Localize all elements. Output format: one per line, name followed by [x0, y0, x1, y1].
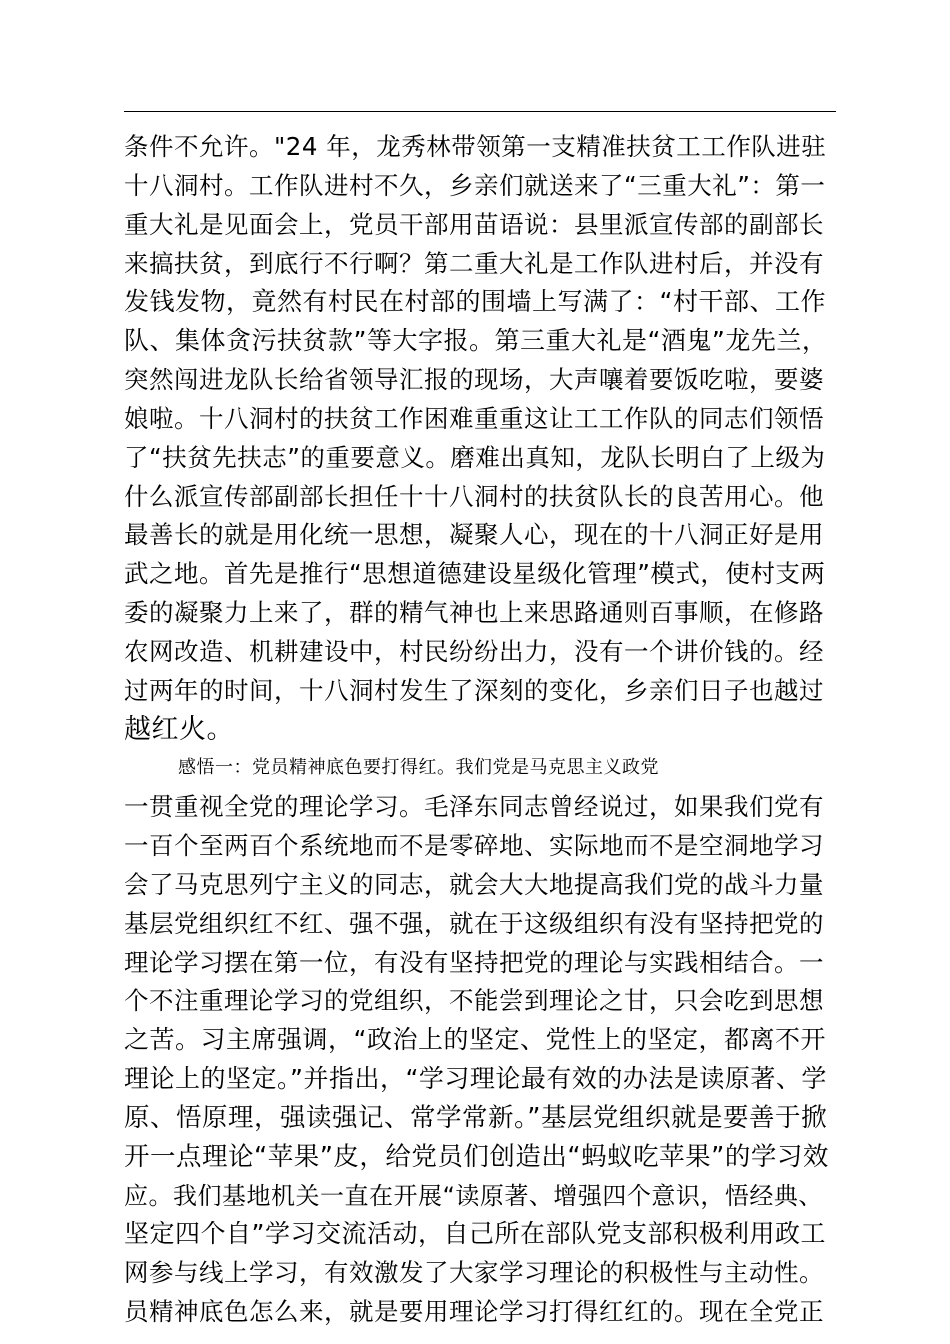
paragraph-2-line: 原、悟原理，强读强记、常学常新。”基层党组织就是要善于掀	[124, 1102, 827, 1133]
paragraph-1-line: 娘啦。十八洞村的扶贫工作困难重重这让工工作队的同志们领悟	[124, 403, 824, 433]
paragraph-2-line: 网参与线上学习，有效激发了大家学习理论的积极性与主动性。	[124, 1258, 824, 1288]
paragraph-1-line: 委的凝聚力上来了，群的精气神也上来思路通则百事顺，在修路	[124, 598, 824, 627]
paragraph-2-line: 应。我们基地机关一直在开展“读原著、增强四个意识，悟经典、	[124, 1181, 823, 1210]
paragraph-1-line: 突然闯进龙队长给省领导汇报的现场，大声嚷着要饭吃啦，要婆	[124, 365, 824, 394]
paragraph-1-line: 条件不允许。"24 年，龙秀林带领第一支精准扶贫工工作队进驻	[124, 132, 827, 161]
paragraph-2-line: 理论学习摆在第一位，有没有坚持把党的理论与实践相结合。一	[124, 947, 824, 977]
paragraph-1-line: 队、集体贪污扶贫款”等大字报。第三重大礼是“酒鬼”龙先兰，	[124, 326, 828, 356]
paragraph-2-line: 之苦。习主席强调，“政治上的坚定、党性上的坚定，都离不开	[124, 1025, 826, 1055]
paragraph-2-line: 开一点理论“苹果”皮，给党员们创造出“蚂蚁吃苹果”的学习效	[124, 1141, 829, 1172]
paragraph-1-line: 过两年的时间，十八洞村发生了深刻的变化，乡亲们日子也越过	[124, 675, 824, 705]
paragraph-2-line: 会了马克思列宁主义的同志，就会大大地提高我们党的战斗力量	[124, 869, 824, 899]
paragraph-2-line: 员精神底色怎么来，就是要用理论学习打得红红的。现在全党正	[124, 1297, 824, 1326]
paragraph-1-line: 越红火。	[124, 713, 234, 745]
paragraph-2-line: 感悟一：党员精神底色要打得红。我们党是马克思主义政党	[178, 757, 659, 779]
paragraph-1-line: 什么派宣传部副部长担任十十八洞村的扶贫队长的良苦用心。他	[124, 481, 824, 511]
paragraph-1-line: 了“扶贫先扶志”的重要意义。磨难出真知，龙队长明白了上级为	[124, 442, 826, 472]
paragraph-1-line: 发钱发物，竟然有村民在村部的围墙上写满了：“村干部、工作	[124, 287, 826, 317]
paragraph-1-line: 重大礼是见面会上，党员干部用苗语说：县里派宣传部的副部长	[124, 209, 824, 239]
paragraph-1-line: 十八洞村。工作队进村不久，乡亲们就送来了“三重大礼”：第一	[124, 170, 826, 200]
paragraph-2-line: 基层党组织红不红、强不强，就在于这级组织有没有坚持把党的	[124, 908, 824, 938]
paragraph-2-line: 一贯重视全党的理论学习。毛泽东同志曾经说过，如果我们党有	[124, 792, 824, 822]
paragraph-1-line: 农网改造、机耕建设中，村民纷纷出力，没有一个讲价钱的。经	[124, 636, 824, 666]
paragraph-1-line: 来搞扶贫，到底行不行啊？第二重大礼是工作队进村后，并没有	[124, 248, 824, 278]
paragraph-2-line: 个不注重理论学习的党组织，不能尝到理论之甘，只会吃到思想	[124, 986, 824, 1016]
paragraph-2-line: 坚定四个自”学习交流活动，自己所在部队党支部积极利用政工	[124, 1219, 826, 1249]
paragraph-2-line: 一百个至两百个系统地而不是零碎地、实际地而不是空洞地学习	[124, 831, 824, 860]
paragraph-1-line: 最善长的就是用化统一思想，凝聚人心，现在的十八洞正好是用	[124, 520, 824, 550]
paragraph-1-line: 武之地。首先是推行“思想道德建设星级化管理”模式，使村支两	[124, 559, 826, 589]
paragraph-2-line: 理论上的坚定。”并指出，“学习理论最有效的办法是读原著、学	[124, 1064, 827, 1093]
